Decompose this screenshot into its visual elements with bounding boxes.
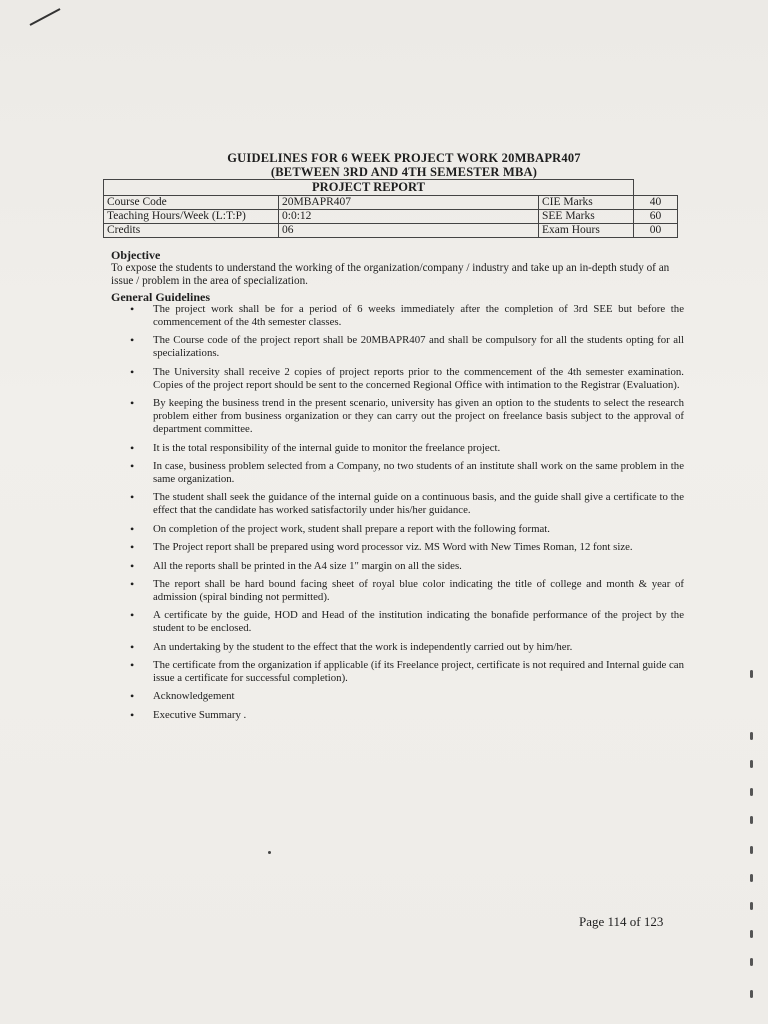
bullet-icon: • <box>130 558 135 573</box>
see-marks-value: 60 <box>634 210 678 224</box>
page-edge-marks <box>744 660 768 1020</box>
course-code-value: 20MBAPR407 <box>279 196 539 210</box>
bullet-icon: • <box>130 658 135 673</box>
list-item <box>112 397 684 436</box>
list-item <box>112 578 684 604</box>
guideline-text: On completion of the project work, student shall prepare a report with the following format. <box>153 522 550 535</box>
bullet-icon: • <box>130 364 135 379</box>
see-marks-label: SEE Marks <box>539 210 634 224</box>
teaching-hours-label: Teaching Hours/Week (L:T:P) <box>104 210 279 224</box>
guideline-text: The University shall receive 2 copies of project reports prior to the commencement of the 4th semester examination. Copies of the project report should be sent to the concerned Regional Office with intimation to the Registrar (Evaluation). <box>153 365 684 391</box>
guideline-text: The project work shall be for a period of 6 weeks immediately after the completion of 3rd SEE but before the commencement of the 4th semester classes. <box>153 303 684 328</box>
table-row <box>104 196 678 210</box>
bullet-icon: • <box>130 608 135 623</box>
table-header-row <box>104 180 678 196</box>
bullet-icon: • <box>130 440 135 455</box>
list-item <box>112 560 684 573</box>
bullet-icon: • <box>130 458 135 473</box>
bullet-icon: • <box>130 521 135 536</box>
list-item <box>112 442 684 455</box>
guideline-text: The report shall be hard bound facing sheet of royal blue color indicating the title of college and month & year of admission (spiral binding not permitted). <box>153 577 684 603</box>
teaching-hours-value: 0:0:12 <box>279 210 539 224</box>
table-row <box>104 224 678 238</box>
ink-dot <box>268 851 271 854</box>
bullet-icon: • <box>130 540 135 555</box>
guideline-text: By keeping the business trend in the present scenario, university has given an option to the students to select the research problem either from business organization or they can carry out the project on freelance basis subject to the approval of department committee. <box>153 397 684 436</box>
objective-text: To expose the students to understand the working of the organization/company / industry and take up an in-depth study of an issue / problem in the area of specialization. <box>111 262 670 287</box>
table-row <box>104 210 678 224</box>
bullet-icon: • <box>130 689 135 704</box>
bullet-icon: • <box>130 333 135 348</box>
guideline-text: A certificate by the guide, HOD and Head of the institution indicating the bonafide performance of the project by the student to be enclosed. <box>153 609 684 635</box>
course-info-table <box>103 179 678 238</box>
cie-marks-value: 40 <box>634 196 678 210</box>
list-item <box>112 523 684 536</box>
guidelines-list <box>112 303 684 727</box>
guideline-text: All the reports shall be printed in the A4 size 1" margin on all the sides. <box>153 559 462 572</box>
list-item <box>112 641 684 654</box>
document-subtitle: (BETWEEN 3RD AND 4TH SEMESTER MBA) <box>270 165 538 179</box>
guideline-text: The Project report shall be prepared using word processor viz. MS Word with New Times Roman, 12 font size. <box>153 541 633 554</box>
bullet-icon: • <box>130 707 135 722</box>
pen-mark <box>30 8 61 26</box>
exam-hours-label: Exam Hours <box>539 224 634 238</box>
list-item <box>112 609 684 635</box>
list-item <box>112 303 684 329</box>
bullet-icon: • <box>130 396 135 411</box>
guideline-text: The certificate from the organization if applicable (if its Freelance project, certificate is not required and Internal guide can issue a certificate for successful completion). <box>153 659 684 685</box>
list-item <box>112 460 684 486</box>
cie-marks-label: CIE Marks <box>539 196 634 210</box>
course-code-label: Course Code <box>104 196 279 210</box>
guideline-text: The Course code of the project report shall be 20MBAPR407 and shall be compulsory for all the students opting for all specializations. <box>153 334 684 360</box>
page-number: Page 114 of 123 <box>579 914 664 929</box>
guidelines-heading: General Guidelines <box>111 290 210 304</box>
list-item <box>112 659 684 685</box>
list-item <box>112 491 684 517</box>
list-item <box>112 366 684 392</box>
list-item <box>112 690 684 703</box>
credits-value: 06 <box>279 224 539 238</box>
objective-heading: Objective <box>111 248 161 262</box>
list-item <box>112 541 684 554</box>
document-title: GUIDELINES FOR 6 WEEK PROJECT WORK 20MBAPR407 <box>227 151 581 165</box>
guideline-text: The student shall seek the guidance of the internal guide on a continuous basis, and the guide shall give a certificate to the effect that the candidate has worked satisfactorily under his/her guidance. <box>153 491 684 517</box>
guideline-text: An undertaking by the student to the effect that the work is independently carried out by him/her. <box>153 640 573 653</box>
bullet-icon: • <box>130 302 135 316</box>
bullet-icon: • <box>130 490 135 505</box>
exam-hours-value: 00 <box>634 224 678 238</box>
credits-label: Credits <box>104 224 279 238</box>
guideline-text: Executive Summary . <box>153 708 247 721</box>
guideline-text: In case, business problem selected from a Company, no two students of an institute shall work on the same problem in the same organization. <box>153 459 684 485</box>
list-item <box>112 709 684 722</box>
bullet-icon: • <box>130 576 135 591</box>
list-item <box>112 334 684 360</box>
guideline-text: Acknowledgement <box>153 690 235 703</box>
bullet-icon: • <box>130 639 135 654</box>
table-header: PROJECT REPORT <box>104 180 634 196</box>
guideline-text: It is the total responsibility of the internal guide to monitor the freelance project. <box>153 441 501 454</box>
